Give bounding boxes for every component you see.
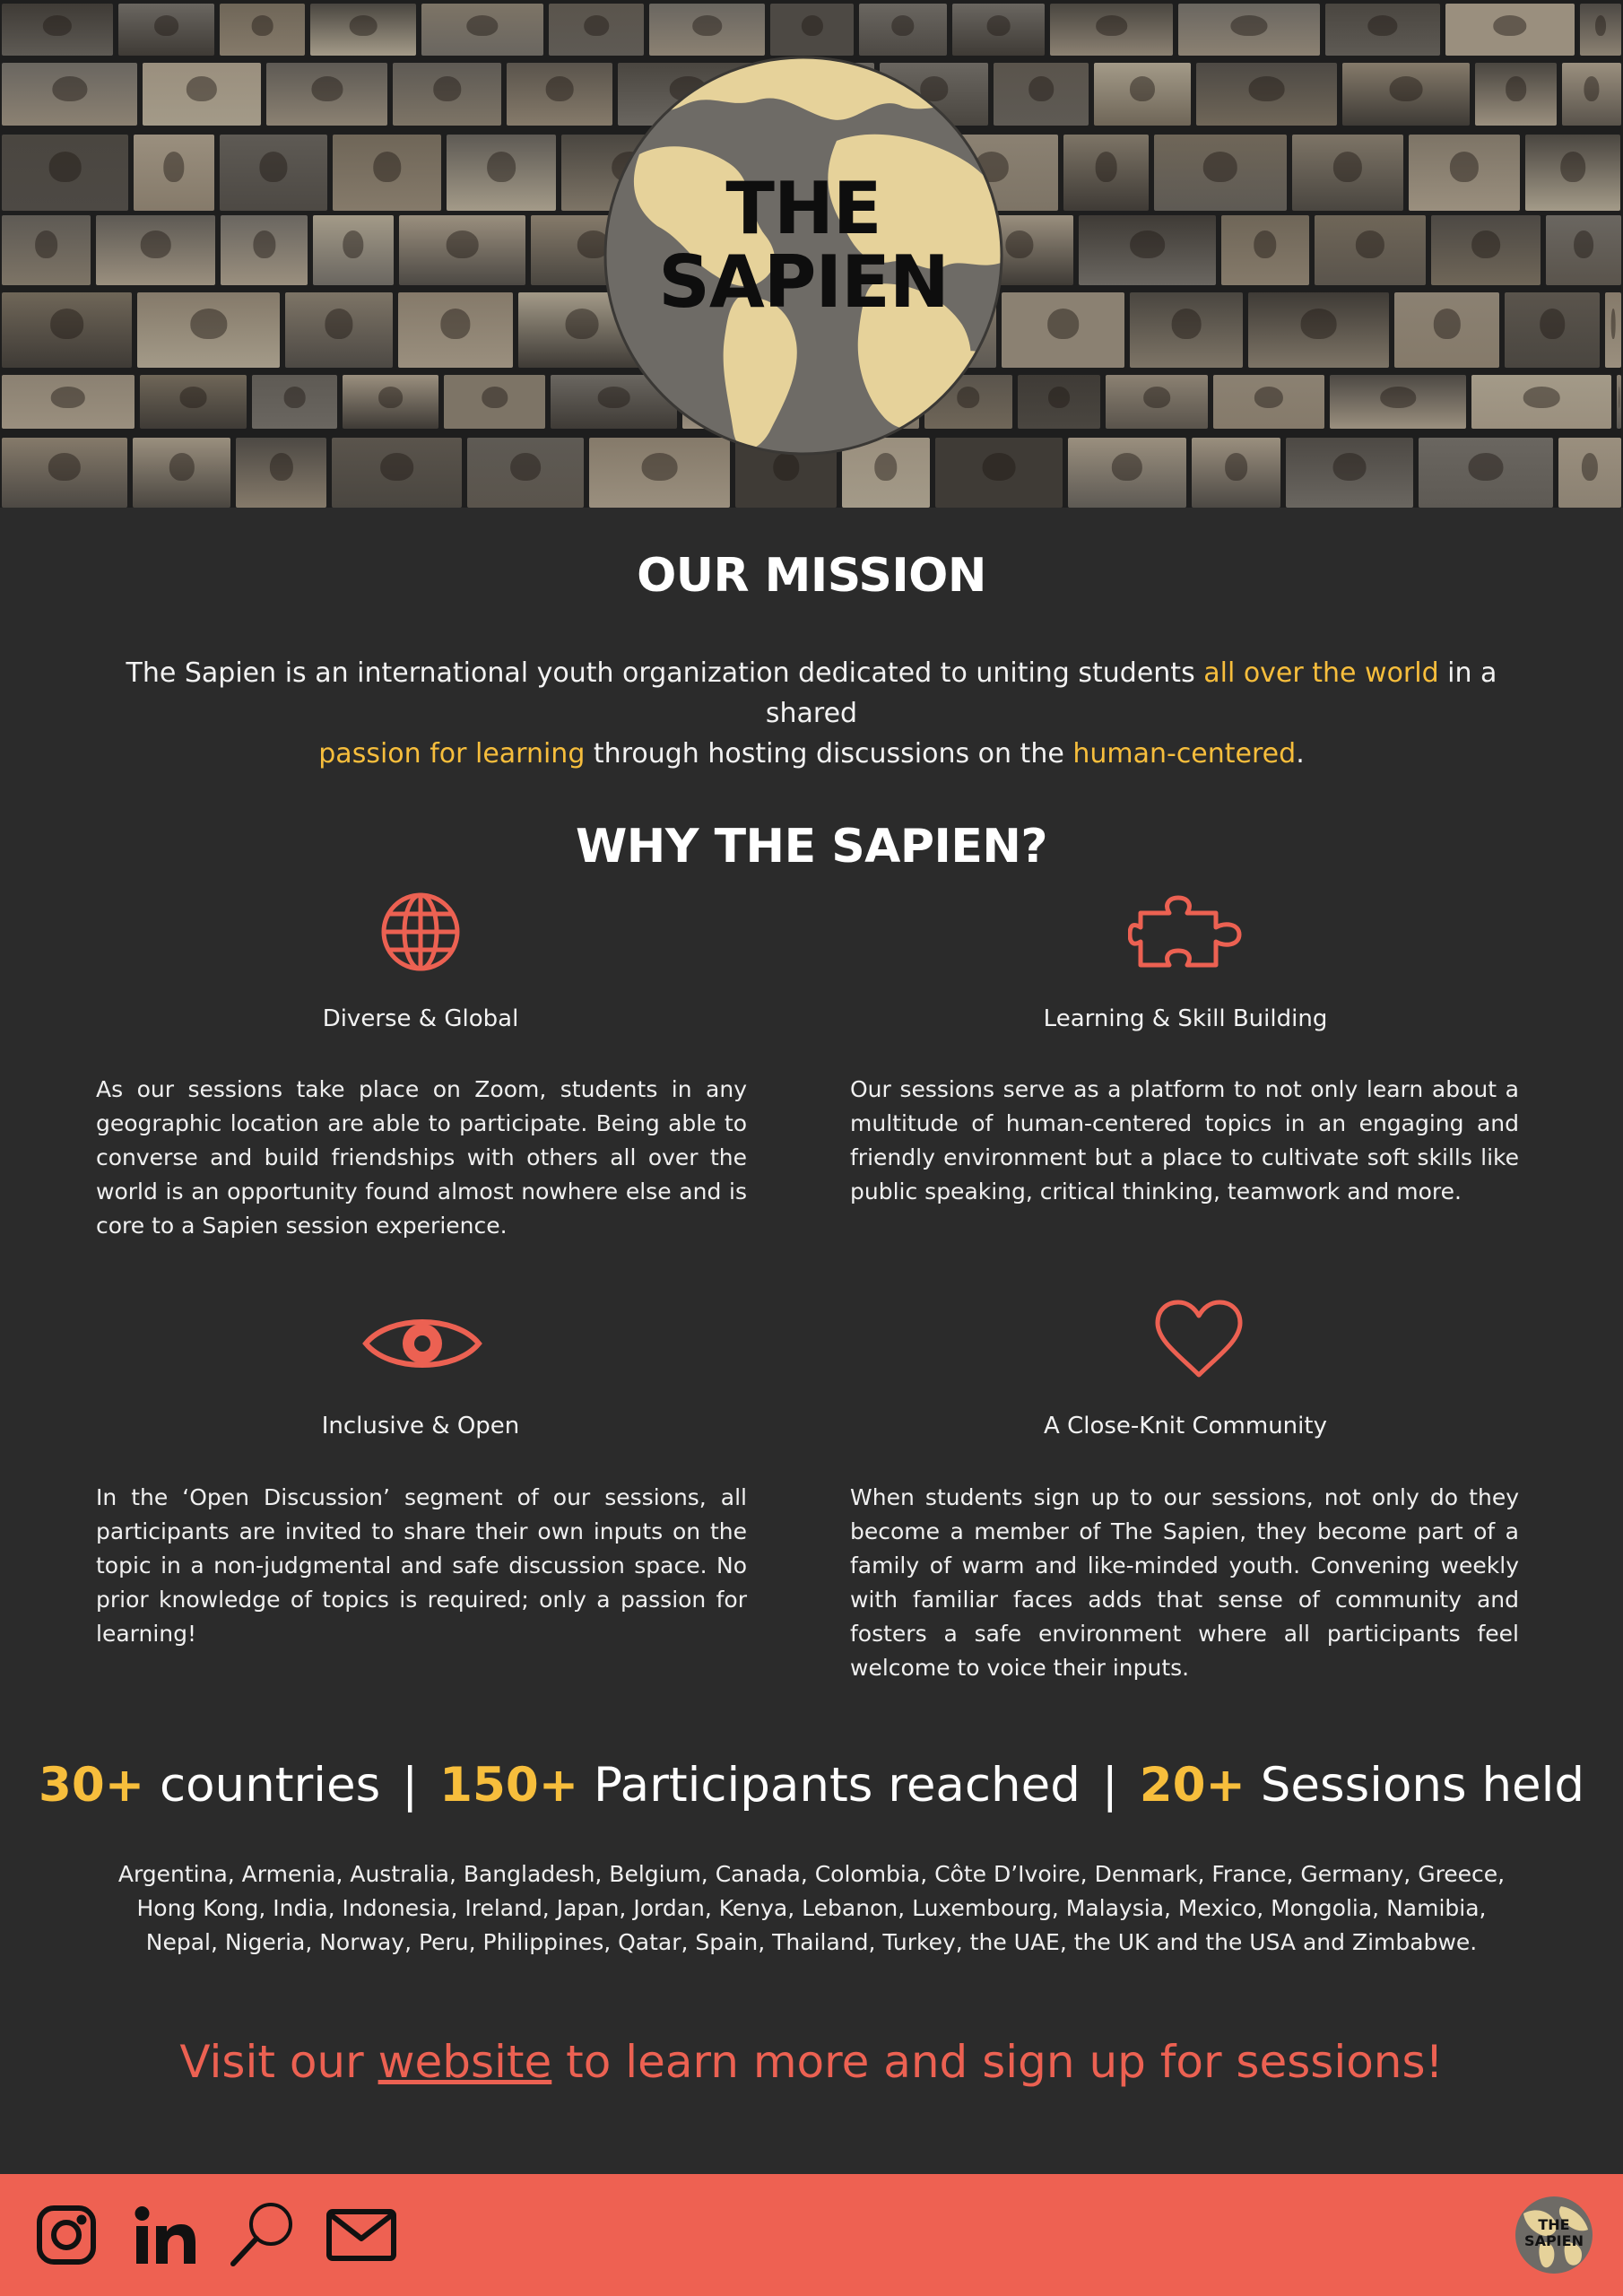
participant-silhouette (1469, 453, 1504, 481)
video-tile (1330, 375, 1466, 429)
puzzle-piece-icon (1128, 895, 1243, 974)
participant-silhouette (1380, 387, 1416, 408)
participant-silhouette (1493, 15, 1526, 36)
video-tile (118, 4, 214, 56)
video-tile (1431, 215, 1541, 285)
video-tile (143, 63, 261, 126)
video-tile (332, 438, 462, 508)
video-tile (1394, 292, 1499, 368)
stat-participants-number: 150+ (439, 1758, 579, 1813)
participant-silhouette (584, 15, 609, 36)
participant-silhouette (1254, 387, 1283, 408)
stat-countries-number: 30+ (38, 1758, 145, 1813)
participant-silhouette (1143, 387, 1170, 408)
video-tile (1196, 63, 1337, 126)
participant-silhouette (440, 309, 470, 339)
mission-highlight-3: human-centered (1072, 738, 1297, 770)
video-tile (399, 215, 525, 285)
participant-silhouette (1540, 309, 1565, 339)
video-tile (1248, 292, 1389, 368)
participant-silhouette (1230, 15, 1267, 36)
video-tile (393, 63, 501, 126)
participant-silhouette (986, 15, 1011, 36)
video-tile (1562, 63, 1621, 126)
participant-silhouette (446, 230, 479, 258)
video-tile (994, 63, 1089, 126)
video-tile (1050, 4, 1173, 56)
video-tile (649, 4, 765, 56)
footer-sapien-logo[interactable] (1515, 2196, 1593, 2274)
participant-silhouette (1584, 76, 1599, 101)
participant-silhouette (283, 387, 306, 408)
participant-silhouette (1028, 76, 1054, 101)
video-tile (1580, 4, 1621, 56)
video-tile (1475, 63, 1557, 126)
video-tile (220, 4, 305, 56)
linkedin-icon[interactable] (135, 2205, 197, 2269)
call-to-action (0, 2036, 1623, 2088)
participant-silhouette (380, 453, 414, 481)
video-tile (1286, 438, 1413, 508)
video-tile (236, 438, 326, 508)
instagram-icon[interactable] (36, 2205, 97, 2269)
video-tile (1505, 292, 1600, 368)
mission-text-2: in a shared (765, 657, 1497, 729)
video-tile (1342, 63, 1470, 126)
participant-silhouette (373, 152, 401, 182)
participant-silhouette (35, 230, 58, 258)
mission-highlight-2: passion for learning (318, 738, 586, 770)
participant-silhouette (1203, 152, 1237, 182)
participant-silhouette (163, 152, 184, 182)
participant-silhouette (1574, 230, 1593, 258)
participant-silhouette (1095, 152, 1117, 182)
feature-body-inclusive: In the ‘Open Discussion’ segment of our sessions, all participants are invited to share their own inputs on the topic in a non-judgmental and safe discussion space. No prior knowledge of topics is required; only a passion for learning! (96, 1484, 747, 1647)
participant-silhouette (1390, 76, 1423, 101)
video-tile (313, 215, 394, 285)
participant-silhouette (259, 152, 287, 182)
magnifier-icon[interactable] (230, 2201, 294, 2271)
participant-silhouette (1300, 309, 1337, 339)
feature-title-community: A Close-Knit Community (1044, 1413, 1327, 1439)
participant-silhouette (1112, 453, 1142, 481)
video-tile (421, 4, 543, 56)
participant-silhouette (52, 76, 87, 101)
video-tile (2, 292, 132, 368)
participant-silhouette (1254, 230, 1276, 258)
video-tile (1419, 438, 1553, 508)
video-tile (1471, 375, 1611, 429)
stat-separator: | (1101, 1758, 1118, 1813)
feature-title-inclusive: Inclusive & Open (321, 1413, 520, 1439)
participant-silhouette (43, 15, 72, 36)
countries-list: Argentina, Armenia, Australia, Bangladesh, Belgium, Canada, Colombia, Côte D’Ivoire, Denmark, France, Germany, Greece, Hong Kong, India, Indonesia, Ireland, Japan, Jordan, Kenya, Lebanon, Luxembourg, Malaysia, Mexico, Mongolia, Namibia, Nepal, Nigeria, Norway, Peru, Philippines, Qatar, Spain, Thailand, Turkey, the UAE, the UK and the USA and Zimbabwe. (117, 1861, 1506, 1955)
mission-text-3: through hosting discussions on the (585, 738, 1073, 770)
video-tile (859, 4, 947, 56)
participant-silhouette (190, 309, 227, 339)
participant-silhouette (983, 453, 1016, 481)
participant-silhouette (1560, 152, 1585, 182)
participant-silhouette (874, 453, 897, 481)
participant-silhouette (1611, 309, 1616, 339)
stats-bar (0, 1758, 1623, 1813)
video-tile (549, 4, 644, 56)
participant-silhouette (1005, 230, 1033, 258)
eye-icon (362, 1309, 482, 1381)
participant-silhouette (1333, 152, 1362, 182)
logo-title-line1: THE (725, 167, 881, 250)
mission-text (90, 653, 1533, 774)
participant-silhouette (1595, 15, 1606, 36)
video-tile (1325, 4, 1440, 56)
mail-icon[interactable] (325, 2208, 397, 2266)
participant-silhouette (1356, 230, 1384, 258)
video-tile (1546, 215, 1621, 285)
video-tile (1068, 438, 1186, 508)
video-tile (1018, 375, 1100, 429)
video-tile (444, 375, 545, 429)
video-tile (1409, 135, 1520, 211)
participant-silhouette (251, 15, 273, 36)
video-tile (1094, 63, 1191, 126)
participant-silhouette (169, 453, 194, 481)
mission-text-1: The Sapien is an international youth organization dedicated to uniting students (126, 657, 1204, 689)
participant-silhouette (1367, 15, 1397, 36)
footer-bar (0, 2174, 1623, 2296)
participant-silhouette (1130, 76, 1155, 101)
video-tile (1213, 375, 1324, 429)
video-tile (333, 135, 441, 211)
participant-silhouette (140, 230, 171, 258)
logo-title-line2: SAPIEN (658, 240, 949, 324)
participant-silhouette (187, 76, 217, 101)
why-heading: WHY THE SAPIEN? (575, 820, 1048, 874)
participant-silhouette (1450, 152, 1479, 182)
mission-heading: OUR MISSION (637, 549, 986, 603)
participant-silhouette (253, 230, 275, 258)
video-tile (447, 135, 556, 211)
participant-silhouette (269, 453, 292, 481)
participant-silhouette (1523, 387, 1560, 408)
video-tile (467, 438, 584, 508)
video-tile (1079, 215, 1216, 285)
website-link[interactable]: website (378, 2036, 552, 2088)
cta-text-before: Visit our (179, 2036, 378, 2088)
video-tile (252, 375, 337, 429)
participant-silhouette (510, 453, 541, 481)
video-tile (343, 375, 438, 429)
video-tile (137, 292, 280, 368)
participant-silhouette (1047, 309, 1080, 339)
participant-silhouette (1471, 230, 1500, 258)
sapien-globe-logo (603, 56, 1003, 456)
footer-logo-line1: THE (1538, 2216, 1570, 2233)
video-tile (2, 135, 128, 211)
participant-silhouette (1225, 453, 1248, 481)
participant-silhouette (50, 309, 84, 339)
participant-silhouette (51, 387, 85, 408)
participant-silhouette (1130, 230, 1166, 258)
video-tile (1178, 4, 1320, 56)
mission-highlight-1: all over the world (1203, 657, 1439, 689)
participant-silhouette (378, 387, 404, 408)
video-tile (96, 215, 215, 285)
participant-silhouette (350, 15, 378, 36)
feature-body-community: When students sign up to our sessions, not only do they become a member of The Sapien, they become part of a family of warm and like-minded youth. Convening weekly with familiar faces adds that sense of community and fosters a safe environment where all participants feel welcome to voice their inputs. (850, 1484, 1519, 1681)
video-tile (398, 292, 513, 368)
participant-silhouette (48, 152, 82, 182)
video-tile (1154, 135, 1287, 211)
participant-silhouette (482, 387, 508, 408)
video-tile (2, 375, 135, 429)
video-tile (266, 63, 387, 126)
footer-logo-line2: SAPIEN (1524, 2232, 1584, 2249)
video-tile (1315, 215, 1426, 285)
participant-silhouette (325, 309, 352, 339)
participant-silhouette (1333, 453, 1367, 481)
participant-silhouette (1248, 76, 1285, 101)
video-tile (133, 438, 230, 508)
participant-silhouette (546, 76, 574, 101)
video-tile (2, 63, 137, 126)
video-tile (221, 215, 308, 285)
video-tile (1525, 135, 1620, 211)
stat-countries-label: countries (144, 1758, 381, 1813)
video-tile (952, 4, 1045, 56)
participant-silhouette (1096, 15, 1128, 36)
video-tile (1002, 292, 1124, 368)
video-tile (1558, 438, 1621, 508)
participant-silhouette (692, 15, 723, 36)
video-tile (1130, 292, 1243, 368)
video-tile (507, 63, 612, 126)
participant-silhouette (433, 76, 461, 101)
participant-silhouette (179, 387, 207, 408)
participant-silhouette (311, 76, 343, 101)
video-tile (2, 438, 127, 508)
feature-body-learning: Our sessions serve as a platform to not only learn about a multitude of human-centered topics in an engaging and friendly environment but a place to cultivate soft skills like public speaking, critical thinking, teamwork and more. (850, 1076, 1519, 1205)
video-tile (220, 135, 327, 211)
participant-silhouette (891, 15, 914, 36)
participant-silhouette (154, 15, 179, 36)
video-tile (1063, 135, 1149, 211)
participant-silhouette (801, 15, 822, 36)
video-tile (134, 135, 214, 211)
stat-sessions-number: 20+ (1139, 1758, 1245, 1813)
heart-icon (1154, 1300, 1244, 1382)
participant-silhouette (1433, 309, 1460, 339)
participant-silhouette (1048, 387, 1070, 408)
stat-separator: | (402, 1758, 419, 1813)
participant-silhouette (1506, 76, 1527, 101)
feature-body-diverse: As our sessions take place on Zoom, students in any geographic location are able to participate. Being able to converse and build friendships with others all over the world is an opportunity found almost nowhere else and is core to a Sapien session experience. (96, 1076, 747, 1239)
video-tile (2, 215, 91, 285)
video-tile (1221, 215, 1309, 285)
video-tile (140, 375, 247, 429)
globe-icon (380, 891, 461, 976)
participant-silhouette (48, 453, 81, 481)
participant-silhouette (343, 230, 363, 258)
video-tile (1192, 438, 1280, 508)
cta-text-after: to learn more and sign up for sessions! (551, 2036, 1444, 2088)
video-tile (1292, 135, 1403, 211)
feature-title-learning: Learning & Skill Building (1043, 1005, 1328, 1032)
hero-banner (0, 0, 1623, 508)
video-tile (310, 4, 416, 56)
video-tile (770, 4, 854, 56)
participant-silhouette (487, 152, 516, 182)
participant-silhouette (641, 453, 678, 481)
video-tile (285, 292, 393, 368)
video-tile (2, 4, 113, 56)
participant-silhouette (566, 309, 599, 339)
participant-silhouette (1172, 309, 1202, 339)
stat-participants-label: Participants reached (578, 1758, 1081, 1813)
video-tile (1445, 4, 1575, 56)
video-tile (1617, 375, 1621, 429)
participant-silhouette (466, 15, 498, 36)
video-tile (1605, 292, 1621, 368)
participant-silhouette (773, 453, 799, 481)
video-tile (1106, 375, 1208, 429)
stat-sessions-label: Sessions held (1245, 1758, 1585, 1813)
feature-title-diverse: Diverse & Global (322, 1005, 519, 1032)
mission-text-4: . (1296, 738, 1305, 770)
participant-silhouette (1582, 453, 1598, 481)
